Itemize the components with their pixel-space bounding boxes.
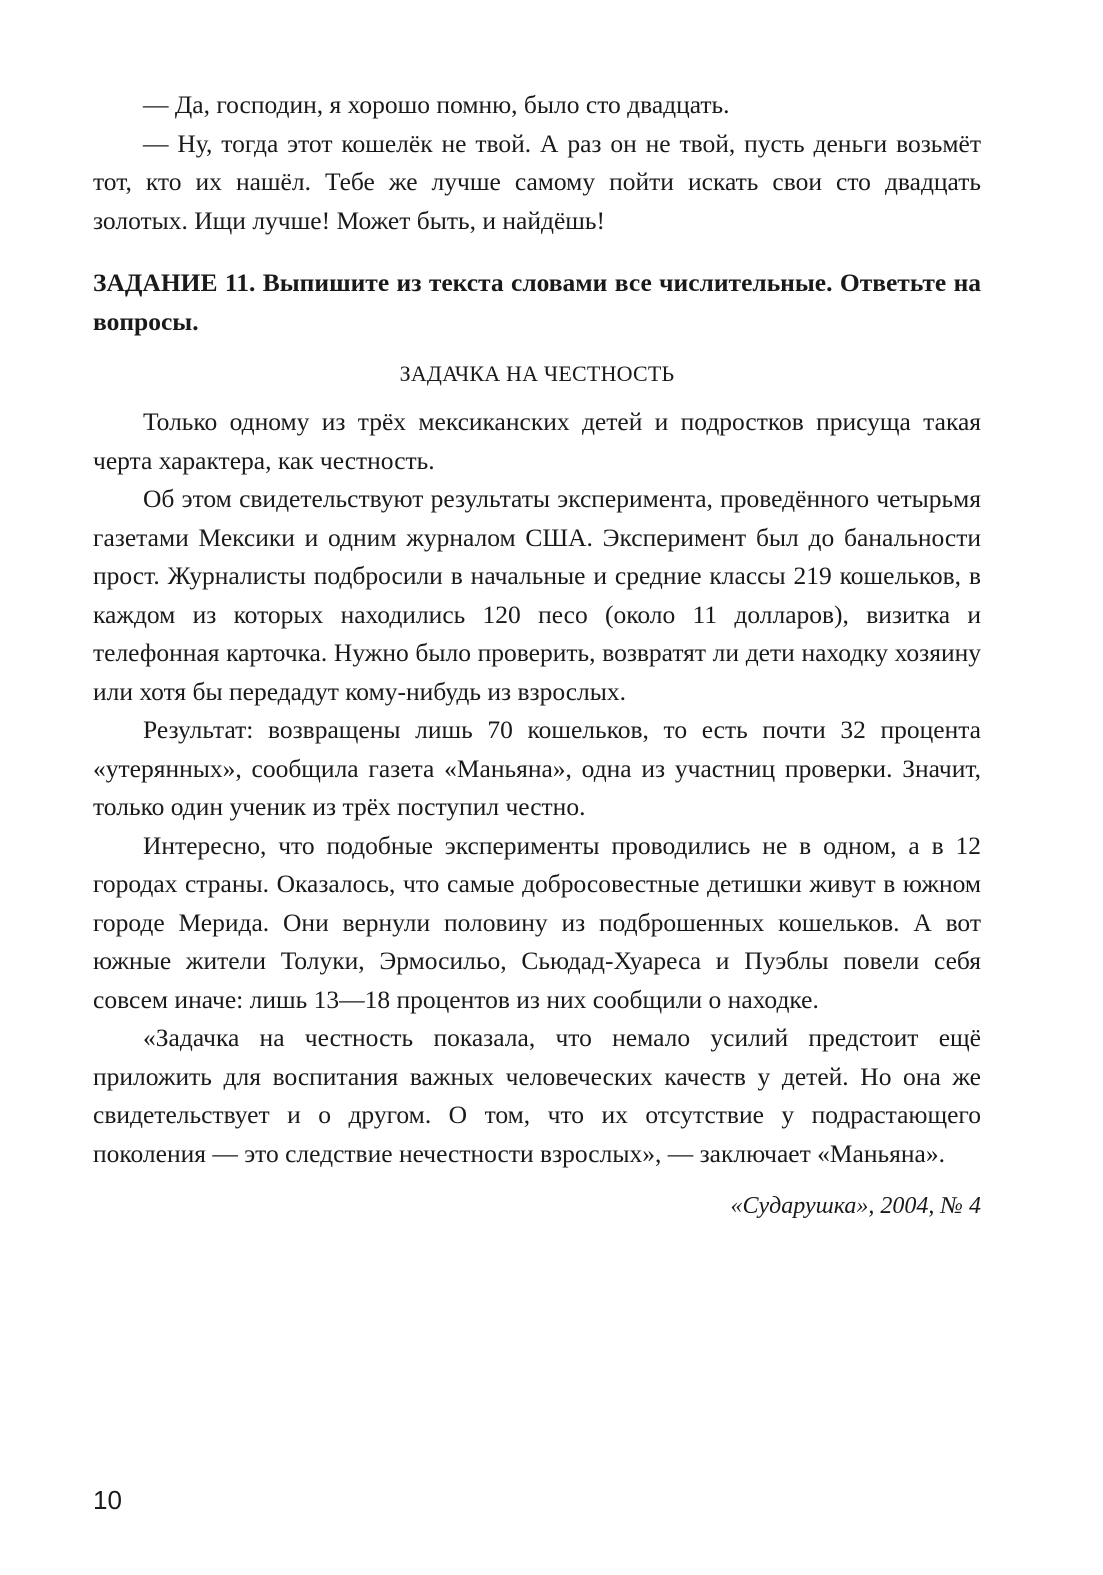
dialogue-line-2: — Ну, тогда этот кошелёк не твой. А раз он не твой, пусть деньги возьмёт тот, кто их нашёл. Тебе же лучше самому пойти искать свои сто двадцать золотых. Ищи лучше! Может быть, и найдёшь!: [93, 128, 981, 235]
story-paragraph-3: Результат: возвращены лишь 70 кошельков, то есть почти 32 процента «утерянных», сообщила газета «Маньяна», одна из участниц проверки. Значит, только один ученик из трёх поступил честно.: [93, 715, 981, 821]
task-label: ЗАДАНИЕ 11.: [93, 268, 256, 297]
story-paragraph-4: Интересно, что подобные эксперименты проводились не в одном, а в 12 городах страны. Оказалось, что самые добросовестные детишки живут в южном городе Мерида. Они вернули половину из подброшенных кошельков. А вот южные жители Толуки, Эрмосильо, Сьюдад-Хуареса и Пуэблы повели себя совсем иначе: лишь 13—18 процентов из них сообщили о находке.: [93, 830, 981, 1014]
story-paragraph-2: Об этом свидетельствуют результаты эксперимента, проведённого четырьмя газетами Мексики и одним журналом США. Эксперимент был до банальности прост. Журналисты подбросили в начальные и средние классы 219 кошельков, в каждом из которых находились 120 песо (около 11 долларов), визитка и телефонная карточка. Нужно было проверить, возвратят ли дети находку хозяину или хотя бы передадут кому-нибудь из взрослых.: [93, 484, 981, 706]
story-title: ЗАДАЧКА НА ЧЕСТНОСТЬ: [399, 361, 675, 386]
page-number: 10: [93, 1485, 122, 1515]
source-citation: «Сударушка», 2004, № 4: [730, 1193, 981, 1219]
page-content: [93, 86, 981, 1226]
task-heading: [93, 264, 981, 341]
story-paragraph-1: Только одному из трёх мексиканских детей и подростков присуща такая черта характера, как честность.: [93, 407, 981, 475]
dialogue-line-1: — Да, господин, я хорошо помню, было сто двадцать.: [143, 90, 730, 119]
task-instruction: Выпишите из текста словами все числительные. Ответьте на вопросы.: [93, 268, 982, 336]
story-paragraph-5: «Задачка на честность показала, что немало усилий предстоит ещё приложить для воспитания важных человеческих качеств у детей. Но она же свидетельствует и о другом. О том, что их отсутствие у подрастающего поколения — это следствие нечестности взрослых», — заключает «Маньяна».: [93, 1023, 981, 1168]
